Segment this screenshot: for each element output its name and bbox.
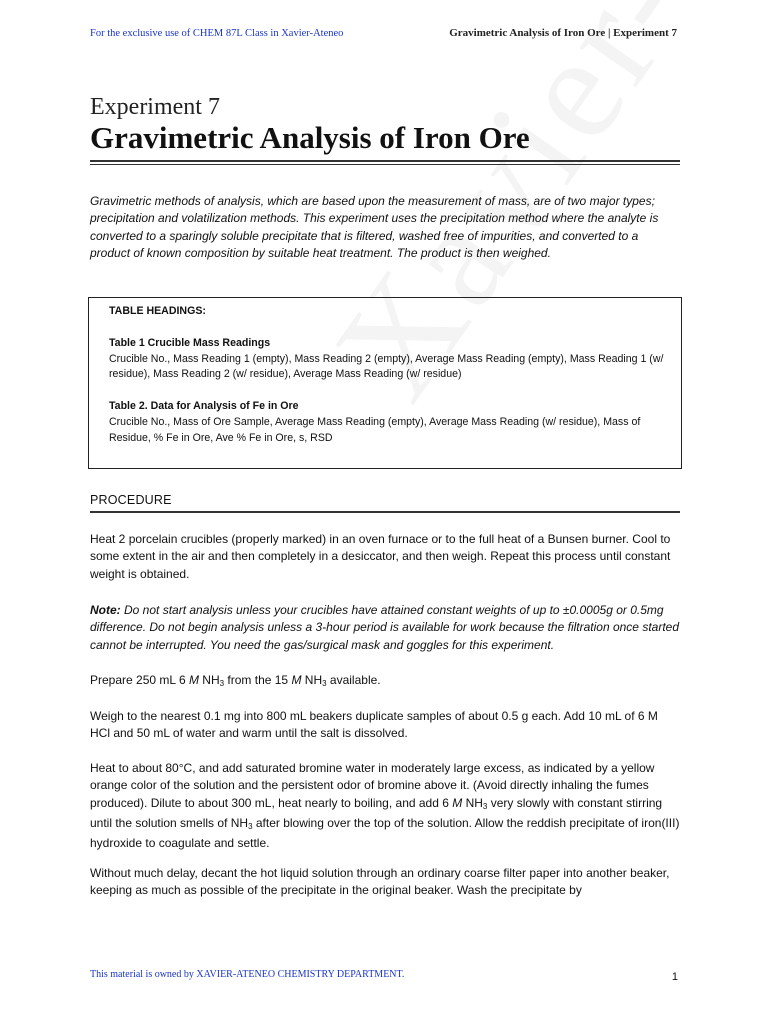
footer-ownership: This material is owned by XAVIER-ATENEO CHEMISTRY DEPARTMENT. <box>90 969 405 980</box>
title-rule-thin <box>90 164 680 165</box>
page-number: 1 <box>671 971 678 983</box>
table2-title: Table 2. Data for Analysis of Fe in Ore <box>109 400 299 413</box>
procedure-rule <box>90 511 680 513</box>
procedure-step-decant: Without much delay, decant the hot liquid solution through an ordinary coarse filter paper into another beaker, keeping as much as possible of the precipitate in the original beaker. Wash the precipitate by <box>90 866 670 898</box>
p5-text-2: NH <box>462 795 483 810</box>
p3-molar-1: M <box>188 673 199 687</box>
header-running-title: Gravimetric Analysis of Iron Ore | Experiment 7 <box>449 27 677 39</box>
p3-molar-2: M <box>291 673 302 687</box>
intro-paragraph: Gravimetric methods of analysis, which are based upon the measurement of mass, are of two major types; precipitation and volatilization methods. This experiment uses the precipitation method where the analyte is converted to a sparingly soluble precipitate that is filtered, washed free of impurities, and converted to a product of known composition by suitable heat treatment. The product is then weighed. <box>90 194 659 260</box>
procedure-step-heat <box>90 760 680 852</box>
experiment-label: Experiment 7 <box>90 94 220 120</box>
procedure-step-weigh: Weigh to the nearest 0.1 mg into 800 mL beakers duplicate samples of about 0.5 g each. Add 10 mL of 6 M HCl and 50 mL of water and warm until the salt is dissolved. <box>90 709 658 741</box>
table-headings-box <box>88 297 682 469</box>
procedure-step-prepare-nh3 <box>90 672 680 692</box>
table2-columns: Crucible No., Mass of Ore Sample, Average Mass Reading (empty), Average Mass Reading (w/ residue), Mass of Residue, % Fe in Ore, Ave % Fe in Ore, s, RSD <box>109 415 641 444</box>
procedure-note <box>90 602 680 654</box>
p5-text-4: after blowing over the top of the solution. Allow the reddish precipitate of iron(III) hydroxide to coagulate and settle. <box>90 815 680 851</box>
p3-text-1: Prepare 250 mL 6 <box>90 673 189 687</box>
note-label: Note: <box>90 603 121 617</box>
header-class-notice: For the exclusive use of CHEM 87L Class in Xavier-Ateneo <box>90 28 344 39</box>
page-title: Gravimetric Analysis of Iron Ore <box>90 120 530 155</box>
table-spacer <box>109 383 669 399</box>
table1-title: Table 1 Crucible Mass Readings <box>109 336 271 349</box>
p3-sub-1: 3 <box>219 679 225 688</box>
p3-sub-2: 3 <box>322 679 327 688</box>
p5-text-1: Heat to about 80°C, and add saturated bromine water in moderately large excess, as indicated by a yellow orange color of the solution and the persistent odor of bromine above it. (Avoid directly inhaling the fumes produced). Dilute to about 300 mL, heat nearly to boiling, and add 6 <box>90 761 655 810</box>
note-text: Do not start analysis unless your crucibles have attained constant weights of up to ±0.0005g or 0.5mg difference. Do not begin analysis unless a 3-hour period is available for work because the filtration once started cannot be interrupted. You need the gas/surgical mask and goggles for this experiment. <box>90 603 680 652</box>
p3-text-3: from the 15 <box>224 673 292 687</box>
p3-text-5: available. <box>326 673 381 687</box>
procedure-heading: PROCEDURE <box>90 493 172 507</box>
procedure-step-crucibles: Heat 2 porcelain crucibles (properly marked) in an oven furnace or to the full heat of a Bunsen burner. Cool to some extent in the air and then completely in a desiccator, and then weigh. Repeat this process until constant weight is obtained. <box>90 532 671 581</box>
table-headings-content <box>109 304 669 447</box>
p3-text-2: NH <box>198 673 220 687</box>
p5-molar-1: M <box>452 795 463 810</box>
table1-columns: Crucible No., Mass Reading 1 (empty), Mass Reading 2 (empty), Average Mass Reading (empty), Mass Reading 1 (w/ residue), Mass Reading 2 (w/ residue), Average Mass Reading (w/ residue) <box>109 352 664 381</box>
title-rule-thick <box>90 160 680 162</box>
p5-sub-2: 3 <box>248 821 253 831</box>
p5-text-3: very slowly with constant stirring until the solution smells of NH <box>90 795 663 830</box>
p5-sub-1: 3 <box>482 801 488 811</box>
p3-text-4: NH <box>301 673 323 687</box>
table-headings-label: TABLE HEADINGS: <box>109 305 206 317</box>
